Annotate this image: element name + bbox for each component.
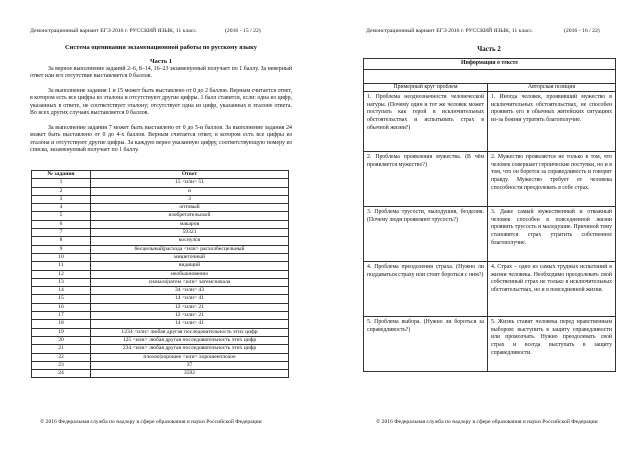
task-number-cell: 2	[32, 187, 91, 195]
answer-cell: макаров	[91, 220, 289, 228]
footer: © 2016 Федеральная служба по надзору в сфере образования и науки Российской Федерации	[376, 419, 598, 425]
answer-cell: коснулся	[91, 237, 289, 245]
task-number-cell: 22	[32, 353, 91, 361]
task-number-cell: 6	[32, 220, 91, 228]
page-title: Система оценивания экзаменационной работы по русскому языку	[65, 44, 257, 51]
problem-cell: 4. Проблема преодоления страха. (Нужно ли поддаваться страху или стоит бороться с ним?)	[364, 262, 488, 317]
answer-cell: мишеточный	[91, 253, 289, 261]
task-number-cell: 8	[32, 237, 91, 245]
answer-cell: 12 <или> 21	[91, 303, 289, 311]
table-row	[32, 353, 289, 361]
part-title: Часть 1	[149, 58, 173, 65]
answer-cell: 34 <или> 43	[91, 287, 289, 295]
task-number-cell: 4	[32, 204, 91, 212]
scoring-paragraph: За выполнение задания 1 и 15 может быть выставлено от 0 до 2 баллов. Верным считается ответ, в котором есть все цифры из эталона и отсутствуют другие цифры. 1 балл ставится, если: одна из цифр, указанных в ответе, не соответствует эталону; отсутствует одна из цифр, указанных в эталоне ответа. Во всех других случаях выставляется 0 баллов.	[30, 88, 292, 116]
table-row	[364, 92, 616, 152]
scoring-paragraph: За выполнение задания 7 может быть выставлено от 0 до 5-и баллов. За выполнение задания 24 может быть выставлено от 0 до 4-х баллов. Верным считается ответ, в котором есть все цифры из эталона и отсутствуют другие цифры. За каждую верно указанную цифру, соответствующую номеру из списка, экзаменуемый получает по 1 баллу.	[30, 125, 292, 153]
table-row	[32, 303, 289, 311]
task-number-cell: 5	[32, 212, 91, 220]
table-row	[32, 328, 289, 336]
col-header-problem: Примерный круг проблем	[364, 83, 488, 92]
author-position-cell: 4. Страх – одно из самых трудных испытаний в жизни человека. Необходимо преодолевать свой собственный страх не только в исключительных обстоятельствах, но и в повседневной жизни.	[488, 262, 616, 317]
table-caption-row	[364, 59, 616, 70]
answer-cell: 59321	[91, 229, 289, 237]
task-number-cell: 15	[32, 295, 91, 303]
task-number-cell: 19	[32, 328, 91, 336]
task-number-cell: 12	[32, 270, 91, 278]
table-row	[364, 207, 616, 262]
table-caption: Информация о тексте	[364, 59, 616, 70]
table-row	[32, 345, 289, 353]
table-row	[32, 270, 289, 278]
running-header: Демонстрационный вариант ЕГЭ 2016 г. РУССКИЙ ЯЗЫК, 11 класс.	[366, 28, 534, 34]
answer-cell: 15 <или> 51	[91, 179, 289, 187]
table-row	[32, 220, 289, 228]
table-row	[32, 245, 289, 253]
table-row	[32, 370, 289, 378]
table-row	[32, 187, 289, 195]
running-header: Демонстрационный вариант ЕГЭ 2016 г. РУССКИЙ ЯЗЫК, 11 класс.	[30, 28, 198, 34]
author-position-cell: 3. Даже самый мужественный и отважный человек способен в повседневной жизни проявить трусость и малодушие. Причиной тому становится страх утратить собственное благополучие.	[488, 207, 616, 262]
answer-cell: и	[91, 187, 289, 195]
col-header-answer: Ответ	[91, 171, 289, 179]
table-header-row	[364, 83, 616, 92]
task-number-cell: 23	[32, 361, 91, 369]
task-number-cell: 24	[32, 370, 91, 378]
footer: © 2016 Федеральная служба по надзору в сфере образования и науки Российской Федерации	[40, 419, 262, 425]
answer-cell: сначала|затем <или> затемсначала	[91, 278, 289, 286]
author-position-cell: 5. Жизнь ставит человека перед нравственным выбором: выступить в защиту справедливости или промолчать. Нужно преодолевать свой страх и всегда выступать в защиту справедливости.	[488, 317, 616, 372]
table-row	[32, 278, 289, 286]
col-header-position: Авторская позиция	[488, 83, 616, 92]
table-row	[32, 237, 289, 245]
task-number-cell: 18	[32, 320, 91, 328]
answer-cell: 37	[91, 361, 289, 369]
answers-table	[31, 170, 289, 378]
page-number: (2016 - 16 / 22)	[564, 28, 600, 34]
task-number-cell: 11	[32, 262, 91, 270]
problem-cell: 3. Проблема трусости, малодушия, безделия. (Почему люди проявляют трусость?)	[364, 207, 488, 262]
table-row	[32, 204, 289, 212]
task-number-cell: 10	[32, 253, 91, 261]
task-number-cell: 21	[32, 345, 91, 353]
answer-cell: 1234 <или> любая другая последовательность этих цифр	[91, 328, 289, 336]
scoring-paragraph: За верное выполнение заданий 2–6, 8–14, 16–23 экзаменуемый получает по 1 баллу. За неверный ответ или его отсутствие выставляется 0 баллов.	[30, 66, 292, 80]
task-number-cell: 16	[32, 303, 91, 311]
task-number-cell: 14	[32, 287, 91, 295]
task-number-cell: 9	[32, 245, 91, 253]
answer-cell: 3592	[91, 370, 289, 378]
problem-cell: 2. Проблема проявления мужества. (В чём проявляется мужество?)	[364, 152, 488, 207]
answer-cell: бесцельный|расхода <или> расхолбесцельный	[91, 245, 289, 253]
table-row	[32, 179, 289, 187]
right-page	[319, 0, 638, 452]
answer-cell: необыкновенно	[91, 270, 289, 278]
col-header-task: № задания	[32, 171, 91, 179]
table-row	[32, 229, 289, 237]
table-row	[364, 152, 616, 207]
text-info-table	[363, 58, 616, 372]
table-header-row	[32, 171, 289, 179]
table-row	[32, 212, 289, 220]
answer-cell: 14 <или> 41	[91, 295, 289, 303]
task-number-cell: 3	[32, 195, 91, 203]
answer-cell: 14 <или> 41	[91, 320, 289, 328]
answer-cell: видящий	[91, 262, 289, 270]
table-row	[364, 317, 616, 372]
problem-cell: 1. Проблема неоднозначности человеческой натуры. (Почему один и тот же человек может поступать как герой в исключительных обстоятельствах и испытывать страх в обычной жизни?)	[364, 92, 488, 152]
part-title: Часть 2	[477, 46, 501, 53]
table-row	[32, 295, 289, 303]
problem-cell: 5. Проблема выбора. (Нужно ли бороться за справедливость?)	[364, 317, 488, 372]
table-row	[32, 253, 289, 261]
answer-cell: плохое|хорошее <или> хорошееплохое	[91, 353, 289, 361]
page-number: (2016 - 15 / 22)	[225, 28, 261, 34]
table-row	[364, 262, 616, 317]
task-number-cell: 7	[32, 229, 91, 237]
author-position-cell: 1. Иногда человек, проявивший мужество в исключительных обстоятельствах, не способен проявить его в обычных житейских ситуациях из-за боязни утратить благополучие.	[488, 92, 616, 152]
answer-cell: изобретательской	[91, 212, 289, 220]
answer-cell: оптовый	[91, 204, 289, 212]
answer-cell: 125 <или> любая другая последовательность этих цифр	[91, 336, 289, 344]
table-row	[32, 361, 289, 369]
answer-cell: 234 <или> любая другая последовательность этих цифр	[91, 345, 289, 353]
table-row	[32, 195, 289, 203]
task-number-cell: 1	[32, 179, 91, 187]
task-number-cell: 17	[32, 312, 91, 320]
answer-cell: 12 <или> 21	[91, 312, 289, 320]
author-position-cell: 2. Мужество проявляется не только в том, что человек совершает героические поступки, но и в том, что он борется за справедливость и говорит правду. Мужество требует от человека способности преодолевать в себе страх.	[488, 152, 616, 207]
spacer-row	[364, 69, 616, 83]
answer-cell: 3	[91, 195, 289, 203]
table-row	[32, 287, 289, 295]
task-number-cell: 20	[32, 336, 91, 344]
table-row	[32, 336, 289, 344]
table-row	[32, 312, 289, 320]
table-row	[32, 320, 289, 328]
table-row	[32, 262, 289, 270]
task-number-cell: 13	[32, 278, 91, 286]
